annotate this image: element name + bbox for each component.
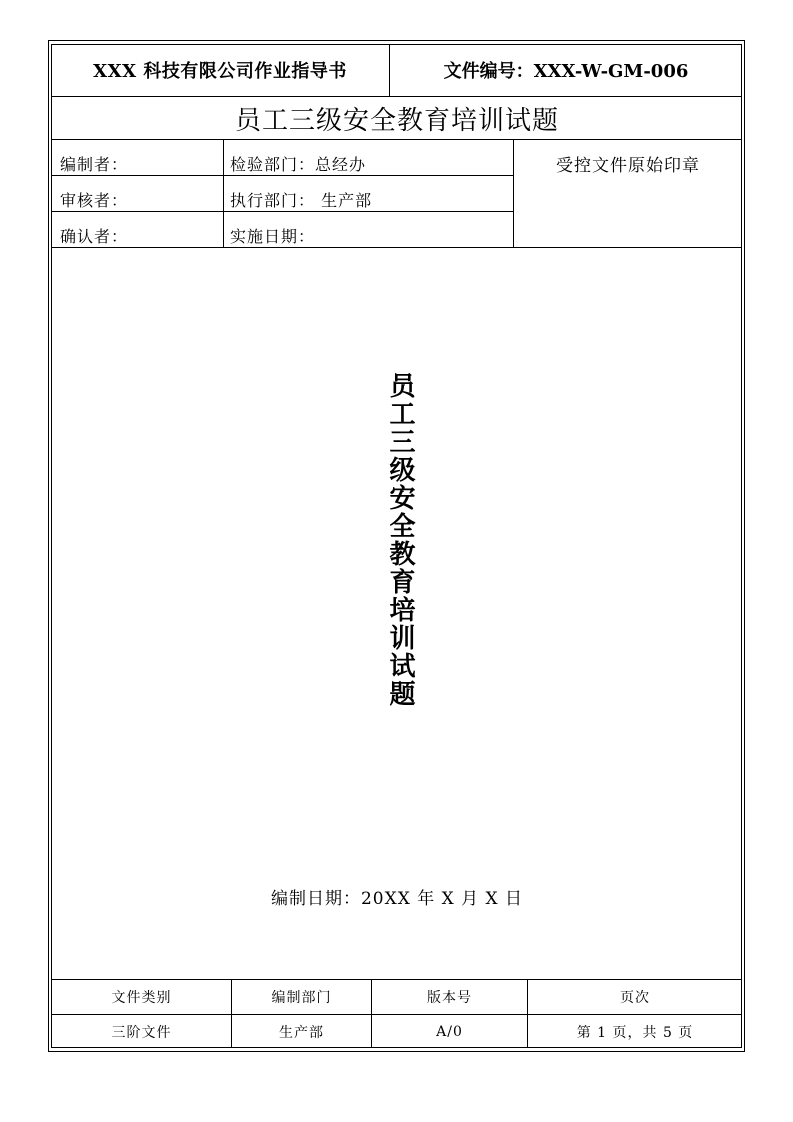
reviewer-label: 审核者：	[60, 191, 129, 210]
company-title: XXX 科技有限公司作业指导书	[93, 61, 347, 82]
inspection-dept: 检验部门：总经办	[230, 155, 367, 174]
info-rule-2	[51, 211, 514, 212]
execution-dept: 执行部门： 生产部	[230, 191, 373, 210]
footer-value-page: 第 1 页，共 5 页	[576, 1024, 694, 1041]
document-number: 文件编号：XXX-W-GM-006	[443, 61, 689, 82]
confirmer-label: 确认者：	[60, 227, 129, 246]
implementation-date: 实施日期：	[230, 227, 316, 246]
info-rule-bottom	[51, 247, 742, 248]
cover-title-vertical: 员工三级安全教育培训试题	[385, 372, 415, 708]
compiler-label: 编制者：	[60, 155, 129, 174]
footer-header-version: 版本号	[427, 990, 472, 1006]
footer-value-department: 生产部	[279, 1024, 324, 1041]
info-divider-1	[223, 140, 224, 247]
footer-header-category: 文件类别	[111, 990, 172, 1006]
compile-date: 编制日期：20XX 年 X 月 X 日	[270, 888, 524, 909]
info-divider-2	[513, 140, 514, 247]
footer-header-department: 编制部门	[271, 990, 332, 1006]
footer-value-category: 三阶文件	[111, 1024, 172, 1041]
footer-header-page: 页次	[620, 990, 650, 1006]
info-rule-1	[51, 175, 514, 176]
footer-value-version: A/0	[436, 1023, 463, 1040]
document-title: 员工三级安全教育培训试题	[234, 105, 559, 136]
controlled-stamp-label: 受控文件原始印章	[556, 155, 700, 176]
